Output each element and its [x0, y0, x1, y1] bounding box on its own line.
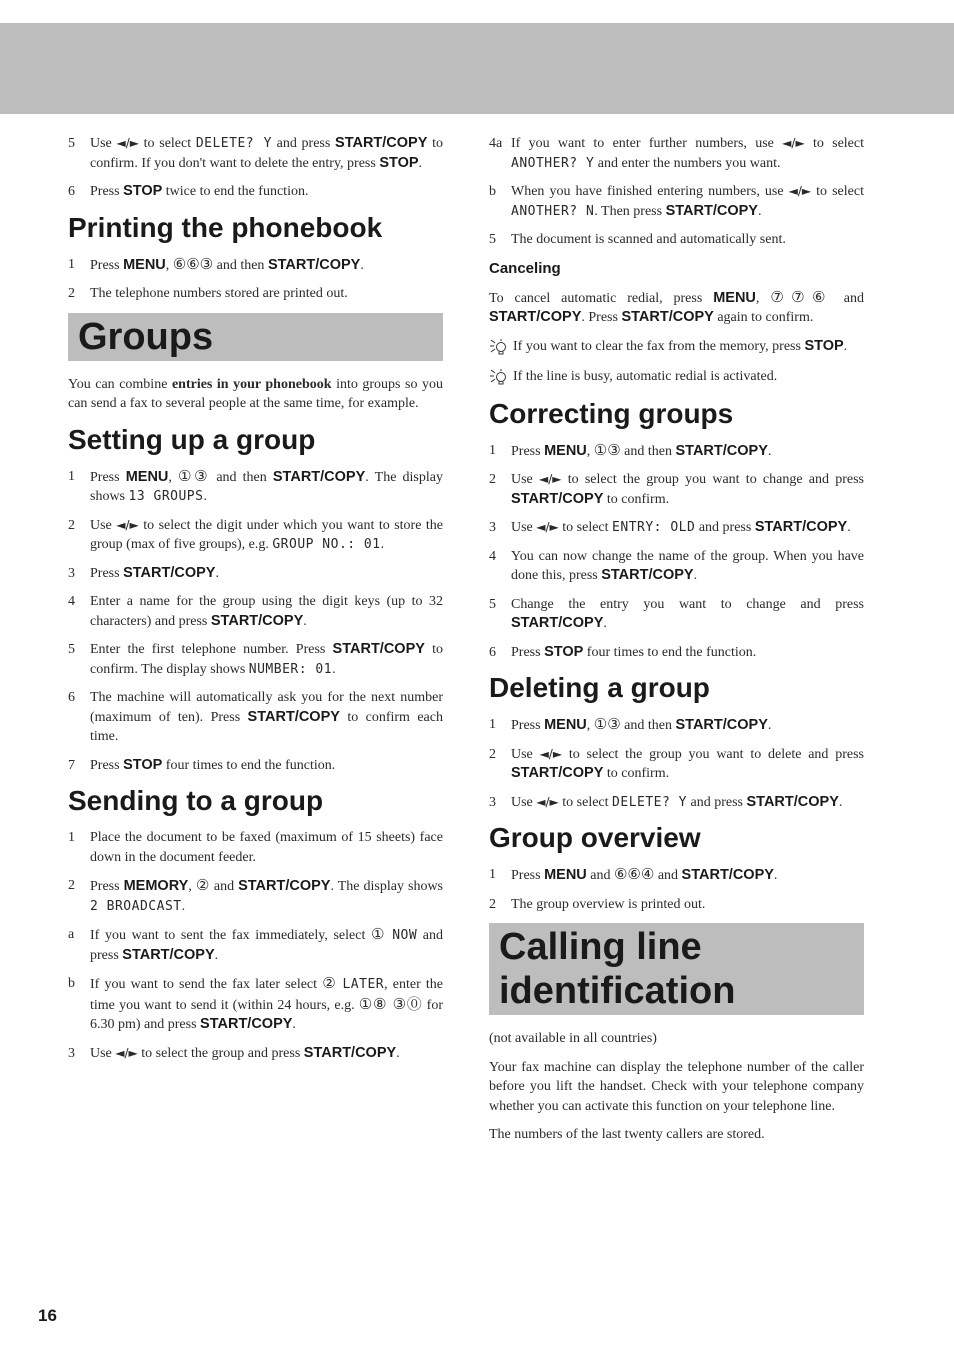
key-label: START/COPY	[511, 615, 604, 631]
step-text: Use ◄/► to select the group and press START/COPY.	[90, 1044, 400, 1061]
digit-key: ②	[322, 974, 338, 992]
step-item	[68, 284, 443, 304]
step-number: 2	[68, 517, 75, 533]
step-item	[489, 865, 864, 886]
step-item	[489, 895, 864, 915]
key-label: START/COPY	[123, 564, 216, 581]
display-text: ANOTHER? N	[511, 203, 595, 219]
digit-key: ①⑧ ③⓪	[358, 994, 423, 1013]
step-number: 6	[68, 690, 75, 705]
display-text: NOW	[392, 928, 418, 943]
cli-para-3: The numbers of the last twenty callers are stored.	[489, 1127, 765, 1142]
key-label: START/COPY	[122, 946, 215, 963]
arrow-keys: ◄/►	[539, 472, 562, 486]
emphasis: entries in your phonebook	[171, 376, 332, 392]
step-item	[68, 467, 443, 507]
step-number: 1	[68, 830, 75, 845]
key-label: START/COPY	[335, 135, 428, 151]
step-text: When you have finished entering numbers, use ◄/► to select ANOTHER? N. Then press START/COPY.	[511, 184, 864, 219]
key-label: MENU	[544, 867, 587, 883]
step-item	[68, 756, 443, 776]
step-text: Use ◄/► to select the group you want to delete and press START/COPY to confirm.	[511, 746, 864, 781]
step-number: 1	[489, 867, 496, 882]
cli-para-2: Your fax machine can display the telephone number of the caller before you lift the handset. Check with your telephone company whether you can activate this function on your telephone line.	[489, 1059, 864, 1114]
arrow-keys: ◄/►	[116, 517, 139, 532]
step-item	[489, 134, 864, 173]
header-band	[0, 23, 954, 114]
step-item	[489, 595, 864, 634]
step-number: 5	[489, 232, 496, 247]
step-item	[489, 715, 864, 736]
digit-key: ①③	[178, 466, 211, 485]
step-number: 4	[489, 548, 496, 564]
step-item	[489, 745, 864, 784]
steps-correcting	[489, 441, 864, 663]
heading-correcting-groups: Correcting groups	[489, 397, 734, 429]
steps-sending	[68, 828, 443, 1063]
step-text: If you want to enter further numbers, use ◄/► to select ANOTHER? Y and enter the numbers you want.	[511, 136, 865, 171]
lightbulb-icon	[489, 368, 511, 388]
step-number: 4	[68, 594, 75, 609]
arrow-keys: ◄/►	[536, 794, 559, 809]
step-number: a	[68, 927, 75, 942]
key-label: START/COPY	[489, 309, 582, 325]
step-text: Change the entry you want to change and press START/COPY.	[511, 596, 864, 631]
digit-key: ②	[195, 876, 210, 894]
steps-setup	[68, 467, 443, 776]
step-item	[489, 518, 864, 538]
step-number: 6	[489, 644, 496, 660]
step-text: Press MENU, ①③ and then START/COPY. The display shows 13 GROUPS.	[90, 466, 443, 504]
step-text: If you want to sent the fax immediately, select ① NOW and press START/COPY.	[90, 925, 444, 963]
step-number: 7	[68, 757, 75, 773]
step-number: 4a	[489, 136, 503, 151]
key-label: START/COPY	[681, 867, 774, 883]
key-label: START/COPY	[621, 309, 714, 325]
step-item	[68, 876, 443, 916]
key-label: START/COPY	[272, 468, 366, 485]
key-label: START/COPY	[511, 765, 604, 781]
step-item	[489, 643, 864, 663]
canceling-text: To cancel automatic redial, press MENU, ⑦⑦⑥ and START/COPY. Press START/COPY again to confirm.	[489, 287, 864, 325]
arrow-keys: ◄/►	[539, 746, 563, 761]
step-item	[68, 974, 443, 1035]
step-number: 3	[68, 565, 75, 581]
step-text: You can now change the name of the group. When you have done this, press START/COPY.	[511, 548, 864, 583]
display-text: DELETE? Y	[195, 136, 272, 151]
key-label: MENU	[123, 256, 166, 273]
step-item	[489, 441, 864, 462]
step-number: 2	[68, 878, 75, 893]
step-item	[489, 470, 864, 509]
key-label: START/COPY	[267, 256, 361, 273]
step-number: b	[68, 976, 75, 991]
heading-setting-up-group: Setting up a group	[68, 423, 316, 455]
step-text: The document is scanned and automatically sent.	[511, 232, 786, 247]
tip-1-text: If you want to clear the fax from the memory, press STOP.	[513, 337, 848, 354]
key-label: START/COPY	[665, 202, 758, 219]
step-item	[68, 516, 443, 555]
step-text: Press MENU, ①③ and then START/COPY.	[511, 440, 772, 459]
key-label: START/COPY	[754, 519, 848, 535]
right-column	[489, 134, 864, 1154]
display-text: ENTRY: OLD	[612, 520, 696, 535]
digit-key: ⑦⑦⑥	[770, 287, 833, 306]
key-label: START/COPY	[511, 490, 604, 507]
display-text: ANOTHER? Y	[511, 155, 595, 171]
step-number: 2	[489, 896, 496, 912]
step-number: 6	[68, 184, 75, 199]
step-number: 2	[489, 472, 496, 487]
tip-1	[489, 337, 864, 358]
key-label: START/COPY	[238, 878, 331, 894]
key-label: START/COPY	[675, 442, 768, 459]
arrow-keys: ◄/►	[536, 520, 559, 534]
lightbulb-icon	[489, 338, 511, 358]
step-number: 1	[489, 442, 496, 458]
steps-continued-right	[489, 134, 864, 250]
arrow-keys: ◄/►	[116, 136, 139, 150]
key-label: STOP	[804, 337, 844, 354]
step-text: Press START/COPY.	[90, 564, 219, 581]
step-text: Use ◄/► to select the group you want to change and press START/COPY to confirm.	[511, 472, 864, 507]
step-number: 5	[68, 642, 75, 657]
step-number: 2	[489, 746, 496, 762]
step-item	[68, 925, 443, 965]
step-number: 5	[489, 596, 496, 612]
cli-para-1: (not available in all countries)	[489, 1031, 657, 1046]
heading-group-overview: Group overview	[489, 822, 701, 853]
digit-key: ①	[370, 925, 387, 943]
step-number: 3	[489, 520, 496, 535]
left-column	[68, 134, 443, 1072]
step-item	[68, 640, 443, 679]
step-text: Enter the first telephone number. Press START/COPY to confirm. The display shows NUMBER: 01.	[90, 641, 443, 677]
step-text: Use ◄/► to select the digit under which you want to store the group (max of five groups), e.g. GROUP NO.: 01.	[90, 517, 443, 552]
step-text: Place the document to be faxed (maximum of 15 sheets) face down in the document feeder.	[90, 830, 443, 865]
arrow-keys: ◄/►	[782, 136, 805, 150]
key-label: STOP	[379, 154, 419, 171]
heading-calling-line-identification: Calling line identification	[489, 923, 864, 1015]
page-number: 16	[38, 1306, 57, 1325]
display-text: LATER	[342, 977, 385, 992]
key-label: START/COPY	[210, 612, 304, 629]
step-number: 3	[489, 794, 496, 810]
step-number: 2	[68, 286, 75, 301]
step-item	[489, 547, 864, 586]
arrow-keys: ◄/►	[788, 184, 812, 198]
digit-key: ⑥⑥④	[613, 865, 655, 883]
step-text: The telephone numbers stored are printed out.	[90, 286, 348, 301]
step-item	[68, 134, 443, 173]
display-text: DELETE? Y	[612, 794, 687, 810]
step-text: Press STOP four times to end the function.	[511, 643, 757, 660]
steps-continued	[68, 134, 443, 202]
step-item	[68, 828, 443, 867]
step-number: b	[489, 184, 496, 199]
key-label: MENU	[544, 442, 587, 459]
step-item	[68, 592, 443, 631]
step-item	[68, 564, 443, 584]
key-label: START/COPY	[601, 567, 694, 583]
step-number: 1	[489, 717, 496, 732]
step-item	[68, 1044, 443, 1064]
step-item	[68, 255, 443, 276]
heading-canceling: Canceling	[489, 259, 561, 277]
step-number: 3	[68, 1045, 75, 1061]
step-text: Enter a name for the group using the digit keys (up to 32 characters) and press START/COPY.	[90, 594, 443, 629]
display-text: 2 BROADCAST	[90, 898, 182, 914]
step-text: Press MENU, ⑥⑥③ and then START/COPY.	[90, 254, 364, 273]
step-item	[489, 793, 864, 813]
step-item	[489, 182, 864, 221]
groups-intro: You can combine entries in your phonebook into groups so you can send a fax to several people at the same time, for example.	[68, 376, 443, 411]
digit-key: ⑥⑥③	[172, 254, 214, 273]
digit-key: ①③	[593, 715, 621, 733]
step-text: Press MEMORY, ② and START/COPY. The display shows 2 BROADCAST.	[90, 876, 444, 914]
key-label: START/COPY	[332, 641, 425, 657]
heading-sending-to-group: Sending to a group	[68, 785, 324, 816]
step-text: Press MENU and ⑥⑥④ and START/COPY.	[511, 865, 778, 883]
key-label: STOP	[123, 756, 163, 773]
steps-deleting	[489, 715, 864, 812]
key-label: START/COPY	[675, 717, 768, 733]
key-label: START/COPY	[746, 793, 839, 810]
step-text: Use ◄/► to select DELETE? Y and press START/COPY to confirm. If you don't want to delete the entry, press STOP.	[90, 135, 443, 171]
tip-2	[489, 367, 864, 388]
key-label: STOP	[123, 183, 163, 199]
step-text: Press MENU, ①③ and then START/COPY.	[511, 715, 772, 733]
heading-deleting-group: Deleting a group	[489, 672, 710, 703]
step-number: 5	[68, 136, 75, 151]
display-text: 13 GROUPS	[128, 489, 204, 504]
key-label: MENU	[713, 289, 756, 306]
key-label: START/COPY	[303, 1044, 397, 1061]
key-label: MENU	[544, 717, 587, 733]
key-label: MEMORY	[123, 878, 189, 894]
steps-printing	[68, 255, 443, 304]
step-text: If you want to send the fax later select ② LATER, enter the time you want to send it (within 24 hours, e.g. ①⑧ ③⓪ for 6.30 pm) and press START/COPY.	[90, 974, 444, 1032]
step-item	[489, 230, 864, 250]
step-text: Use ◄/► to select DELETE? Y and press START/COPY.	[511, 793, 843, 810]
step-item	[68, 182, 443, 202]
display-text: NUMBER: 01	[248, 661, 333, 677]
key-label: MENU	[125, 468, 169, 485]
heading-groups: Groups	[68, 313, 443, 361]
key-label: START/COPY	[247, 708, 340, 725]
display-text: GROUP NO.: 01	[272, 537, 381, 552]
step-text: The machine will automatically ask you for the next number (maximum of ten). Press START/COPY to confirm each time.	[90, 690, 443, 744]
step-text: Use ◄/► to select ENTRY: OLD and press START/COPY.	[511, 519, 851, 535]
step-text: The group overview is printed out.	[511, 896, 706, 912]
key-label: START/COPY	[200, 1016, 293, 1032]
key-label: STOP	[544, 643, 584, 660]
steps-overview	[489, 865, 864, 914]
step-text: Press STOP four times to end the function.	[90, 756, 336, 773]
step-text: Press STOP twice to end the function.	[90, 183, 309, 199]
step-number: 1	[68, 256, 75, 272]
digit-key: ①③	[593, 440, 621, 459]
step-item	[68, 688, 443, 747]
tip-2-text: If the line is busy, automatic redial is activated.	[513, 368, 778, 384]
heading-printing-phonebook: Printing the phonebook	[68, 211, 383, 243]
arrow-keys: ◄/►	[115, 1045, 138, 1060]
step-number: 1	[68, 468, 75, 484]
